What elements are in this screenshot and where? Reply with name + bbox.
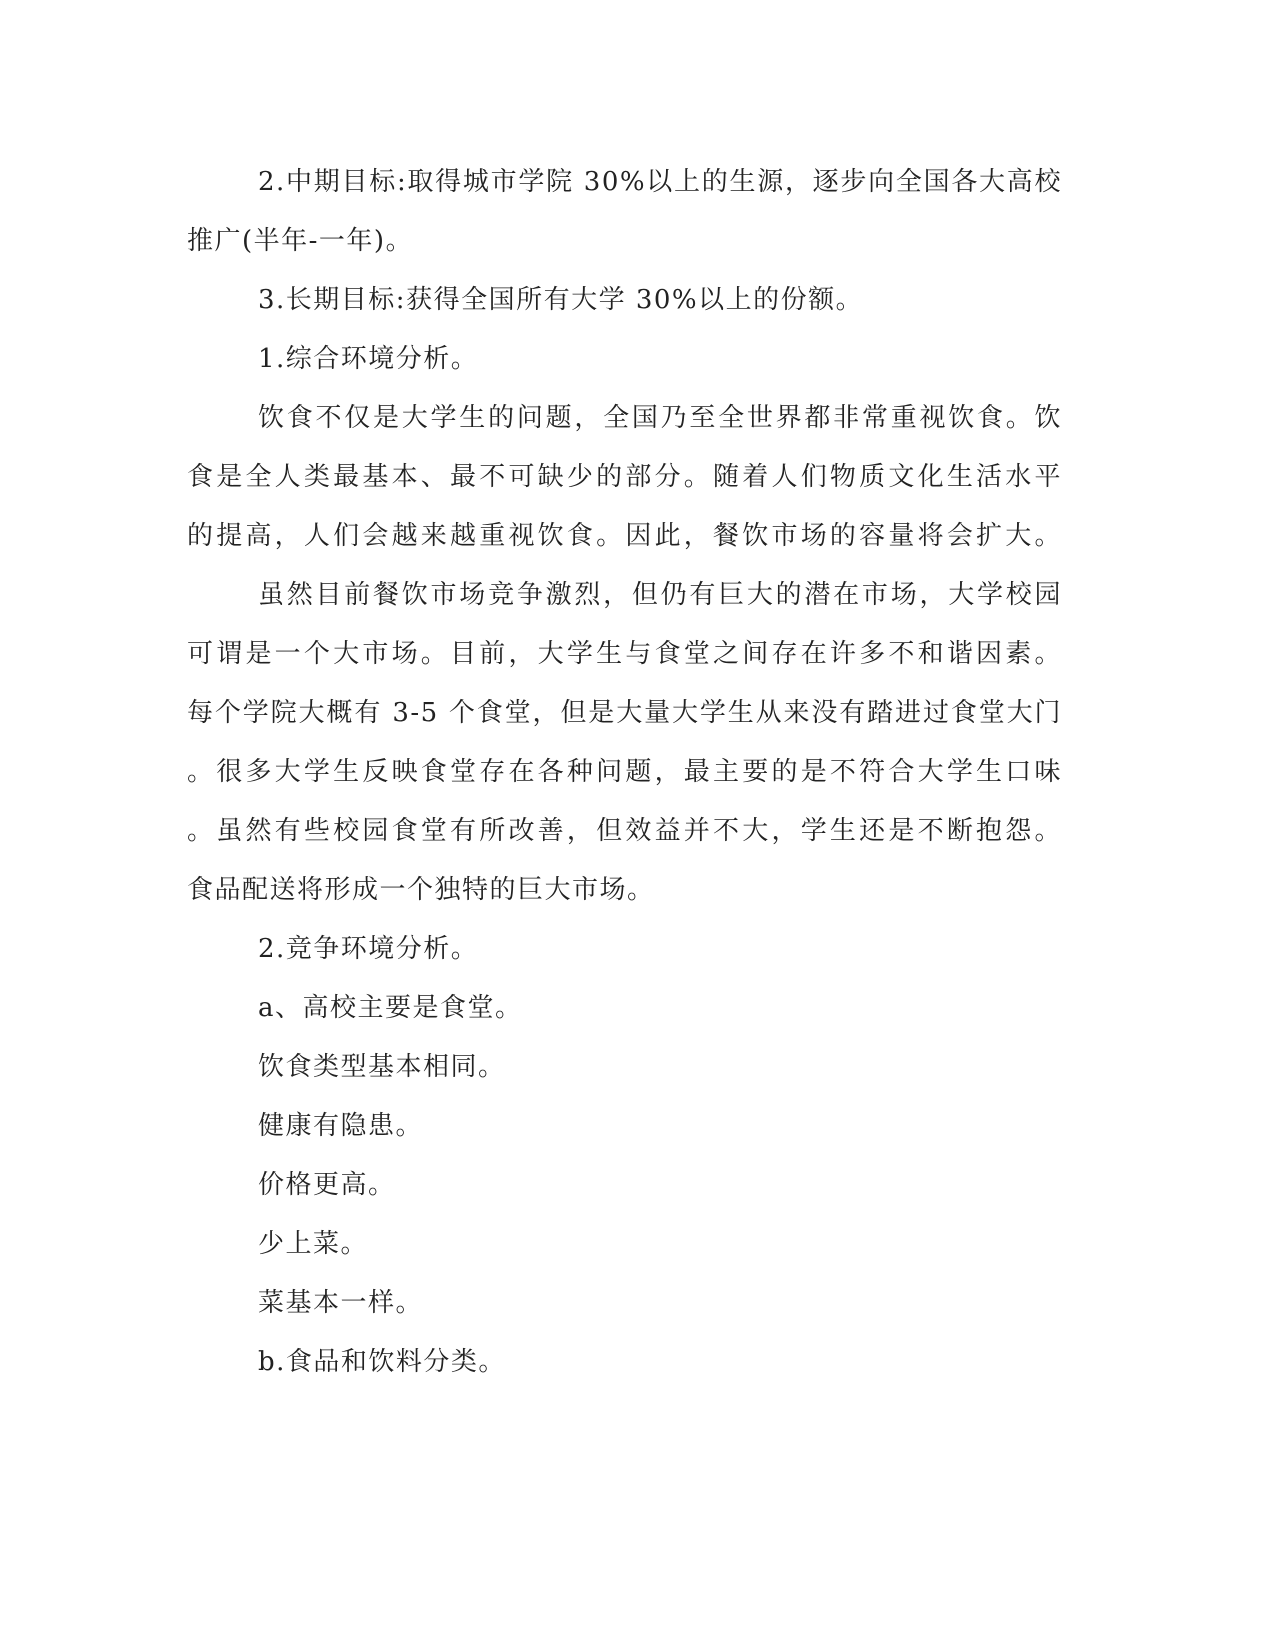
text-line: 3.长期目标:获得全国所有大学 30%以上的份额。 <box>258 285 864 315</box>
list-item: 价格更高。 <box>258 1170 396 1200</box>
text-line: 2.中期目标:取得城市学院 30%以上的生源，逐步向全国各大高校 <box>258 167 1062 197</box>
list-item: 少上菜。 <box>258 1229 369 1259</box>
text-line: 可谓是一个大市场。目前，大学生与食堂之间存在许多不和谐因素。 <box>187 639 1062 669</box>
text-line: 食品配送将形成一个独特的巨大市场。 <box>187 875 655 905</box>
text-line: 每个学院大概有 3-5 个食堂，但是大量大学生从来没有踏进过食堂大门 <box>187 698 1062 728</box>
list-item: 健康有隐患。 <box>258 1111 424 1141</box>
list-item: b.食品和饮料分类。 <box>258 1347 506 1377</box>
list-item: 菜基本一样。 <box>258 1288 424 1318</box>
text-line: 食是全人类最基本、最不可缺少的部分。随着人们物质文化生活水平 <box>187 462 1062 492</box>
text-line: 。很多大学生反映食堂存在各种问题，最主要的是不符合大学生口味 <box>187 757 1062 787</box>
text-line: 虽然目前餐饮市场竞争激烈，但仍有巨大的潜在市场，大学校园 <box>258 580 1062 610</box>
text-line: 。虽然有些校园食堂有所改善，但效益并不大，学生还是不断抱怨。 <box>187 816 1062 846</box>
list-item: a、高校主要是食堂。 <box>258 993 523 1023</box>
section-heading: 1.综合环境分析。 <box>258 344 479 374</box>
text-line: 推广(半年-一年)。 <box>187 226 414 256</box>
text-line: 的提高，人们会越来越重视饮食。因此，餐饮市场的容量将会扩大。 <box>187 521 1062 551</box>
text-line: 饮食不仅是大学生的问题，全国乃至全世界都非常重视饮食。饮 <box>258 403 1062 433</box>
section-heading: 2.竞争环境分析。 <box>258 934 479 964</box>
list-item: 饮食类型基本相同。 <box>258 1052 506 1082</box>
